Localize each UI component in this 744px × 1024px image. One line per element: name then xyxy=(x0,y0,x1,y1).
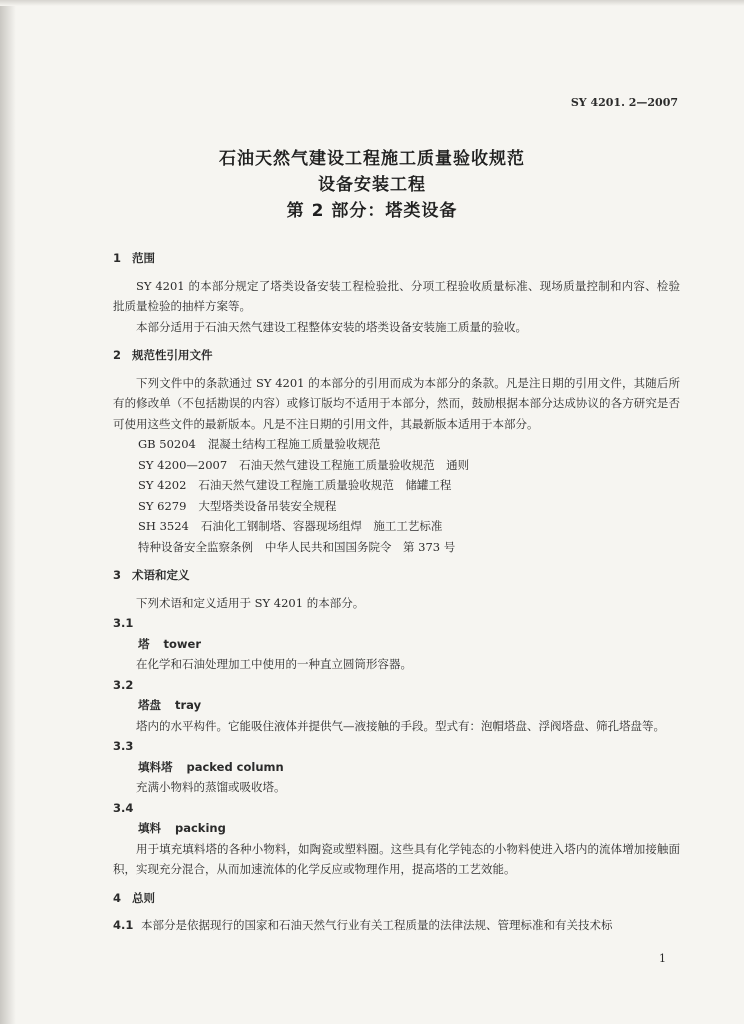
paragraph: SY 4201 的本部分规定了塔类设备安装工程检验批、分项工程验收质量标准、现场质量控制和内容、检验批质量检验的抽样方案等。 xyxy=(113,278,680,313)
reference-title: 石油化工钢制塔、容器现场组焊 施工工艺标准 xyxy=(200,519,443,533)
term-name xyxy=(113,634,680,655)
term-name xyxy=(113,695,680,716)
reference-code: SH 3524 xyxy=(138,519,189,533)
section-heading-scope xyxy=(113,248,680,269)
term-english: tray xyxy=(175,698,202,712)
reference-title: 大型塔类设备吊装安全规程 xyxy=(198,498,337,513)
document-code: SY 4201. 2—2007 xyxy=(570,96,678,109)
reference-title: 混凝土结构工程施工质量验收规范 xyxy=(207,437,381,451)
reference-list xyxy=(113,434,680,557)
term-chinese: 塔 xyxy=(138,636,150,651)
section-title: 术语和定义 xyxy=(132,568,190,582)
paragraph: 下列术语和定义适用于 SY 4201 的本部分。 xyxy=(136,595,365,610)
section-title: 范围 xyxy=(132,251,155,265)
paragraph: 本部分适用于石油天然气建设工程整体安装的塔类设备安装施工质量的验收。 xyxy=(136,319,527,334)
section-heading-terms xyxy=(113,565,680,586)
section-heading-normative-references xyxy=(113,345,680,366)
document-body xyxy=(113,248,680,936)
reference-item xyxy=(138,455,680,476)
term-chinese: 填料 xyxy=(138,821,161,835)
reference-code: 特种设备安全监察条例 xyxy=(138,539,253,554)
term-number: 3.2 xyxy=(113,677,134,692)
term-name xyxy=(113,757,680,778)
term-chinese: 填料塔 xyxy=(138,759,173,774)
paragraph: 下列文件中的条款通过 SY 4201 的本部分的引用而成为本部分的条款。凡是注日期的引用文件，其随后所有的修改单（不包括勘误的内容）或修订版均不适用于本部分，然而，鼓励根据本部分达成协议的各方研究是否可使用这些文件的最新版本。凡是不注日期的引用文件，其最新版本适用于本部分。 xyxy=(113,375,680,431)
subtitle: 设备安装工程 xyxy=(318,175,426,195)
reference-code: SY 4202 xyxy=(138,478,187,492)
term-number: 3.1 xyxy=(113,616,134,630)
main-title: 石油天然气建设工程施工质量验收规范 xyxy=(219,149,525,169)
reference-item xyxy=(138,496,680,517)
reference-title: 石油天然气建设工程施工质量验收规范 通则 xyxy=(239,457,470,472)
document-titles xyxy=(0,146,744,224)
reference-title: 中华人民共和国国务院令 第 373 号 xyxy=(265,539,456,554)
clause-number: 4.1 xyxy=(113,918,134,932)
reference-title: 石油天然气建设工程施工质量验收规范 储罐工程 xyxy=(198,478,452,492)
section-number: 2 xyxy=(113,348,122,362)
part-title: 第 2 部分：塔类设备 xyxy=(286,201,458,221)
reference-item xyxy=(138,475,680,496)
term-definition: 塔内的水平构件。它能吸住液体并提供气—液接触的手段。型式有：泡帽塔盘、浮阀塔盘、筛孔塔盘等。 xyxy=(136,718,665,733)
term-definition: 在化学和石油处理加工中使用的一种直立圆筒形容器。 xyxy=(136,657,412,671)
section-title: 总则 xyxy=(132,890,155,905)
reference-code: GB 50204 xyxy=(138,437,196,451)
term-name xyxy=(113,818,680,839)
section-number: 3 xyxy=(113,568,122,582)
clause xyxy=(113,915,680,936)
term-english: tower xyxy=(163,636,201,651)
term-chinese: 塔盘 xyxy=(138,698,161,712)
page-number: 1 xyxy=(659,952,666,965)
term-english: packed column xyxy=(186,759,284,774)
term-number: 3.4 xyxy=(113,800,134,815)
term-english: packing xyxy=(175,821,226,835)
reference-item xyxy=(138,516,680,537)
section-number: 4 xyxy=(113,890,122,905)
term-definition: 充满小物料的蒸馏或吸收塔。 xyxy=(136,780,286,794)
clause-text: 本部分是依据现行的国家和石油天然气行业有关工程质量的法律法规、管理标准和有关技术标 xyxy=(141,918,613,932)
term-definition: 用于填充填料塔的各种小物料，如陶瓷或塑料圈。这些具有化学钝态的小物料使进入塔内的流体增加接触面积，实现充分混合，从而加速流体的化学反应或物理作用，提高塔的工艺效能。 xyxy=(113,841,680,876)
page-top-shadow xyxy=(0,0,744,6)
reference-code: SY 4200—2007 xyxy=(138,457,228,472)
reference-item xyxy=(138,434,680,455)
reference-code: SY 6279 xyxy=(138,498,187,513)
reference-item xyxy=(138,537,680,558)
section-title: 规范性引用文件 xyxy=(132,348,213,362)
term-number: 3.3 xyxy=(113,739,134,753)
section-heading-general xyxy=(113,888,680,909)
section-number: 1 xyxy=(113,251,122,265)
